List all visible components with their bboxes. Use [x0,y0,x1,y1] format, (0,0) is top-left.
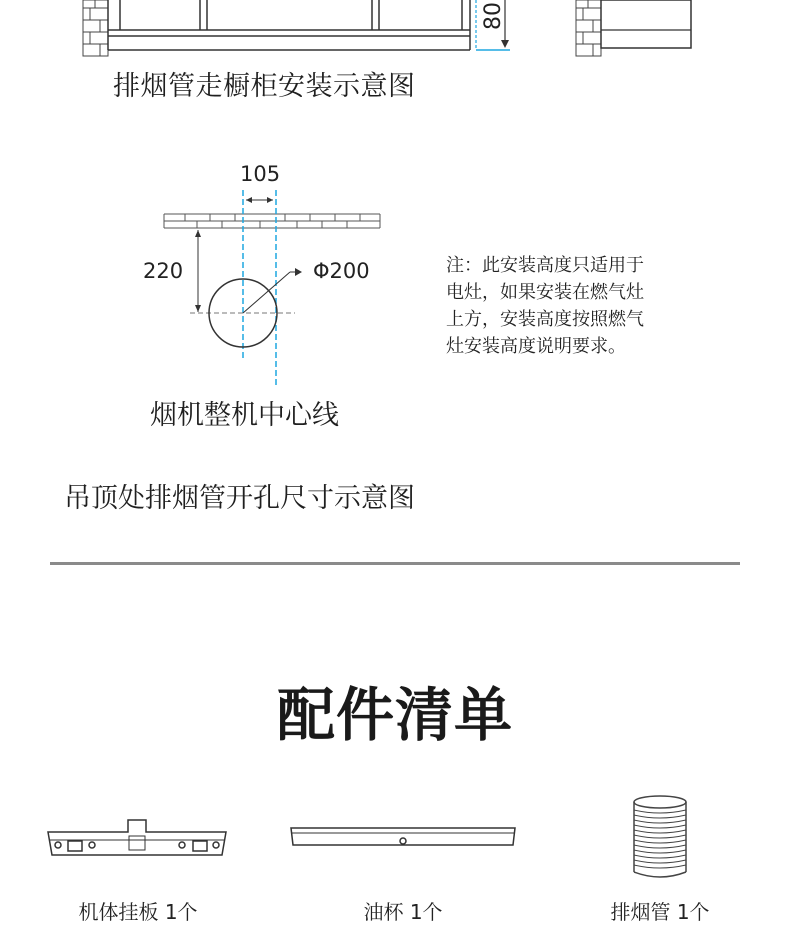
dimension-80-label: 80 [481,2,506,30]
center-line-label: 烟机整机中心线 [150,400,339,431]
diameter-label: Φ200 [313,259,370,283]
accessories-heading: 配件清单 [276,681,513,749]
install-note [446,252,716,360]
offset-label: 105 [240,162,281,186]
accessory-item-exhaust-pipe [550,896,770,925]
accessory-qty: 1个 [676,900,710,924]
right-wall-bricks [576,0,691,56]
accessory-name: 排烟管 [610,900,671,924]
ceiling-bricks [164,214,380,228]
exhaust-pipe-icon [634,796,686,877]
ceiling-hole-caption: 吊顶处排烟管开孔尺寸示意图 [64,483,415,514]
note-line: 上方，安装高度按照燃气 [446,309,644,330]
cabinet [108,0,470,50]
note-line: 电灶，如果安装在燃气灶 [446,282,644,303]
accessory-qty: 1个 [164,900,198,924]
note-line: 灶安装高度说明要求。 [446,336,626,357]
accessory-item-oil-cup [293,896,513,925]
oil-cup-icon [291,828,515,845]
cabinet-install-caption: 排烟管走橱柜安装示意图 [113,71,416,102]
note-line: 注：此安装高度只适用于 [446,255,644,276]
diameter-leader [243,268,302,313]
offset-arrow [246,197,273,203]
accessory-item-mounting-plate [28,896,248,925]
section-divider [50,562,740,565]
accessory-name: 机体挂板 [78,900,159,924]
height-label: 220 [143,259,184,283]
mounting-plate-icon [48,820,226,855]
accessory-qty: 1个 [409,900,443,924]
accessory-name: 油杯 [363,900,404,924]
left-wall-bricks [83,0,108,56]
